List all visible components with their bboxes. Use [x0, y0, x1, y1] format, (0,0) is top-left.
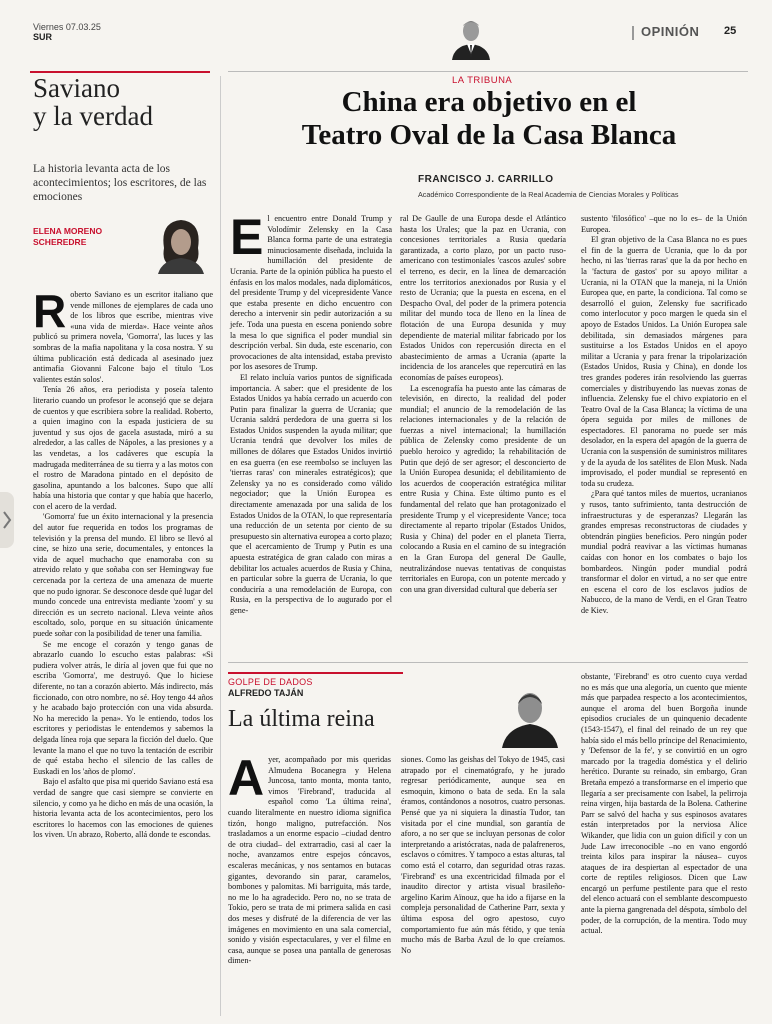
chevron-right-icon: [0, 492, 14, 548]
tribuna-col-3: sustento 'filosófico' –que no lo es– de la Unión Europea. El gran objetivo de la Casa Blanca no es pues el fin de la guerra de Ucrania, que lo da por hecho, ni las 'tierras raras' que la da por hecho en la 'factura de gastos' por su apoyo militar a Ucrania, ni la OTAN que la maneja, ni la Unión Europea que, en parte, la condiciona. Tal como se desarrolló el guion, Zelensky fue sacrificado como interlocutor y poco margen le queda sin el apoyo de Estados Unidos. La Unión Europea sale debilitada, sin demasiados márgenes para sustituirse a los Estados Unidos en el apoyo militar a Ucrania y para frenar la tripolarización (Estados Unidos, Rusia y China), en donde los tres grandes poderes irán resolviendo las guerras comerciales y distribuyendo las nuevas zonas de influencia. Zelensky fue el chivo expiatorio en el Teatro Oval de la Casa Blanca; la víctima de una ópera seguida por miles de millones de espectadores. El panorama no puede ser más desolador, en la espera del apagón de la guerra de Ucrania con la suspensión de suministros militares y de la ayuda de los satélites de Elon Musk. Nada improvisado, el poder mundial se representó en toda su crudeza. ¿Para qué tantos miles de muertos, ucranianos y rusos, tanto sufrimiento, tanta destrucción de infraestructuras y de esperanzas? Llegarán las grandes empresas reconstructoras de ciudades y obtendrán pingües beneficios. Pero ningún poder mundial podrá reavivar a las víctimas humanas caídas con honor en los combates o bajo los bombardeos. Ningún poder mundial podrá transformar el dolor en virtud, a no ser que entre en escena el coro de los esclavos judíos de Nabucco, de la mano de Verdi, en el Gran Teatro de Kiev.: [581, 214, 747, 615]
tribuna-col-2: ral De Gaulle de una Europa desde el Atlántico hasta los Urales; que la paz en Ucrania, con concesiones territoriales a Rusia quedaría garantizada, a corto plazo, por un pacto ruso-americano con testimoniales 'cascos azules' sobre el terreno, es decir, en la línea de demarcación entre los territorios anexionados por Rusia y el resto de Ucrania; que la puesta en escena, en el Despacho Oval, del poder de la primera potencia militar del mundo toca de lleno en la línea de flotación de una Europa desunida y muy dependiente de material militar fabricado por los Estados Unidos con repercusión directa en el abastecimiento de armas a Ucrania (aparte la incidencia de los aranceles que repercutirá en las economías de países europeos). La escenografía ha puesto ante las cámaras de televisión, en directo, la realidad del poder mundial; el anuncio de la remodelación de las relaciones internacionales y de la relación de fuerzas a nivel internacional; la humillación pública de Zelensky como presidente de un pueblo heroico y agredido; la rehabilitación de Putin que dejó de ser agresor; el desconcierto de la Unión Europea desunida; el debilitamiento de los acuerdos de cooperación estratégica militar entre Rusia y China. Este último punto es el fundamental del relato que han protagonizado el presidente Trump y el vicepresidente Vance; toca directamente al reparto tripolar (Estados Unidos, Rusia y China) del poder en el planeta Tierra, colocando a Rusia en el camino de su integración en la Gran Europa del general De Gaulle, neutralizándose nuevas tentativas de conquistas territoriales en Europa, con un potente mercado y con una gran diversidad cultural que debería ser: [400, 214, 566, 594]
header-portrait: [450, 14, 492, 60]
golpe-col-2: siones. Como las geishas del Tokyo de 1945, casi atrapado por el cinematógrafo, y he jurado regresar periódicamente, aunque sea en esmoquin, kimono o bata de seda. En la sala éramos, contándonos a nosotros, cuatro personas. Pensé que ya ni siquiera la dinastía Tudor, tan visitada por el cine mundial, son garantía de aforo, a no ser que se incluyan personas de color interpretando a aristócratas, nada de palafreneros, esclavos o cómitres. Y tampoco a estas alturas, tal como está el cotarro, dan seguridad otras razas. 'Firebrand' es una excentricidad filmada por el inaudito director y artista visual brasileño-argelino Karim Aïnouz, que ha ido a fijarse en la compleja personalidad de Catherine Parr, sexta y última esposa del ogro apestoso, cuyo comportamiento fue aún más fétido, y que tenía mucho más de Barba Azul de lo que creíamos. No: [401, 755, 565, 955]
tribuna-author-role: Académico Correspondiente de la Real Academia de Ciencias Morales y Políticas: [418, 190, 679, 199]
saviano-title: Saviano y la verdad: [33, 73, 153, 131]
golpe-kicker: GOLPE DE DADOS: [228, 677, 313, 687]
golpe-author-photo: [500, 682, 560, 748]
tribuna-kicker: LA TRIBUNA: [452, 75, 513, 86]
golpe-col-3: obstante, 'Firebrand' es otro cuento cuya verdad no es más que una alegoría, un cuento que miente más que parpadea respecto a los acontecimientos, aunque el aroma del buen Borgoña inunde episodios cruciales de un quinquenio decadente (1543-1547), el final del reinado de un rey que había sido el más bello príncipe del Renacimiento, y 'Defensor de la fe', y se convirtió en un ogro marcado por la tragedia doméstica y el delirio herético. Durante su reinado, sin embargo, Gran Bretaña empezó a transformarse en el imperio que llegaría a ser precisamente con Isabel, la pelirroja reina virgen, hija bastarda de la Bolena. Catherine Parr se salvó del hacha y sus espinosos avatares están interpretados por la nerviosa Alice Wikander, que lidia con un guion difícil y con un Jude Law irreconocible –no en vano engordó treinta kilos para inspirar la náusea– cuyos ataques de ira despiertan al espectador de una corte de reptiles religiosos. Dicen que Law encargó un perfume pestilente para que el resto del elenco actuará con el semblante descompuesto ante la pierna gangrenada del déspota, símbolo del poder, de la corrupción, de la mentira. Todo muy actual.: [581, 672, 747, 936]
section-label: OPINIÓN: [641, 24, 700, 39]
tribuna-dropcap: E: [230, 209, 264, 265]
saviano-body: Roberto Saviano es un escritor italiano que vende millones de ejemplares de cada uno de los libros que escribe, mientras vive «una vida de mierda». Hace veinte años publicó su primera novela, 'Gomorra', las luces y las sombras de la mafia napolitana y la cosa nostra. Y su última publicación está dedicada al asesinado juez antimafia Giovanni Falcone bajo el título 'Los valientes están solos'. Tenía 26 años, era periodista y poseía talento literario cuando un profesor le aconsejó que se dejara de cuentos y que escribiera sobre la realidad. Roberto, a quien imagino con la espada justiciera de su juventud y sus ojos de gacela asustada, miró a su alrededor, a las calles de Nápoles, a las presiones y a las vendetas, a los cadáveres que escupía la madrugada mediterránea de su tierra y a las motos con el rostro de Maradona pintado en el depósito de gasolina, apuntando a los balcones. Supo que allí había una historia que contar y que había que hacerlo, con el acero de la verdad. 'Gomorra' fue un éxito internacional y la presencia del autor fue requerida en todos los programas de televisión y la prensa del mundo. El libro se llevó al cine, se hizo una serie, documentales, y entonces la vida de aquel muchacho que enamoraba con su atrevido relato y que soñaba con ser Hemingway fue cercenada por la certeza de una amenaza de muerte que no pudo ignorar. Se desconoce desde qué lugar del mundo concede una entrevista mediante 'zoom' y su dirección es un secreto nacional. Lleva veinte años escoltado, solo, porque en su situación únicamente puede soñar con la posibilidad de tener una familia. Se me encoge el corazón y tengo ganas de abrazarlo cuando lo escucho estas palabras: «Si pudiera volver atrás, le diría al joven que fui que no escriba 'Gomorra', me destruyó. Que lo hiciese diferente, no tan a corazón abierto. Más indirecto, más ficcionado, con otro nombre, no sé. Hoy tengo 44 años y he acabado bajo protección con una vida absurda. No ha merecido la pena». Yo le entiendo, todos los escritores y periodistas le entendemos y sabemos la delgada línea roja que separa la ficción del duelo. Que levante la mano el que no tuvo la tentación de escribir de qué estaba hecho el silencio de las calles de Euskadi en los 'años de plomo'. Bajo el asfalto que pisa mi querido Saviano está esa verdad de sangre que casi siempre se convierte en silencio, y como ya he dicho en más de una ocasión, la historia levanta acta de los acontecimientos, pero los escritores lo hacemos con las emociones de quienes los viven. Un abrazo, Roberto, allá donde te escondas.: [33, 285, 213, 840]
header-date: Viernes 07.03.25: [33, 22, 101, 32]
saviano-author: ELENA MORENO SCHEREDRE: [33, 226, 103, 247]
page-turn-tab[interactable]: [0, 492, 14, 548]
header-paper: SUR: [33, 32, 53, 42]
golpe-col-1: Ayer, acompañado por mis queridas Almudena Bocanegra y Helena Juncosa, tanto monta, monta tanto, vimos 'Firebrand', traducida al español como 'La última reina', cuando literalmente en nuestro idioma significa tizón, hongo maligno, putrefacción. Nos trasladamos a un enorme espacio –ciudad dentro de otra ciudad– del extrarradio, casi al caer la noche, avanzamos entre espejos cóncavos, escaleras mecánicas, y nos sentamos en butacas gigantes, devorando sin parar, caramelos, bombones y palomitas. Mi barriguita, más tarde, no me lo ha agradecido. Pero no, no se trata de Tokio, pero se trata de mi primera salida en casi dos meses y disfruté de la diferencia de ver las imágenes en movimiento en una sala comercial, sonido y visión espectaculares, y ver el filme en casa, aunque se posea una pantalla de generosas dimen-: [228, 750, 391, 966]
tribuna-author: FRANCISCO J. CARRILLO: [418, 174, 554, 185]
golpe-title: La última reina: [228, 706, 375, 732]
tribuna-title: China era objetivo en el Teatro Oval de la Casa Blanca: [301, 86, 677, 151]
saviano-subtitle: La historia levanta acta de los acontecimientos; los escritores, de las emociones: [33, 163, 207, 203]
saviano-dropcap: R: [33, 285, 67, 337]
author-photo: [150, 214, 212, 274]
golpe-dropcap: A: [228, 750, 265, 806]
golpe-author: ALFREDO TAJÁN: [228, 688, 304, 698]
page-number: 25: [724, 25, 737, 37]
tribuna-col-1: El encuentro entre Donald Trump y Volodímir Zelensky en la Casa Blanca forma parte de una estrategia minuciosamente diseñada, incluida la humillación del presidente de Ucrania. Parte de la opinión pública ha puesto el énfasis en los malos modales, nada diplomáticos, del presidente Trump y del vicepresidente Vance que estaba presente en dicho encuentro con derecho a intervenir sin pedir autorización a su jefe. Toda una puesta en escena poniendo sobre la mesa lo que significa el poder mundial sin descripción verbal. Sin duda, este escenario, con provocaciones de alta intensidad, estaba previsto por los asesores de Trump. El relato incluía varios puntos de significada importancia. A saber: que el presidente de los Estados Unidos ya había cerrado un acuerdo con Putin para finalizar la guerra de Ucrania; que Ucrania saldrá perdedora de una guerra si los Estados Unidos suspenden la ayuda militar; que Ucrania tendrá que devolver los miles de millones de dólares que Estados Unidos invirtió en esa guerra (en ese reembolso se incluyen las 'tierras raras' con minerales estratégicos); que Zelensky ya no es considerado como válido negociador; que la Unión Europea es directamente amenazada por una salida de los Estados Unidos de la OTAN, lo que representaría una reducción de un setenta por ciento de su presupuesto sin alternativa europea a corto plazo; que el acercamiento de Trump y Putin es una apuesta estratégica de gran calado con miras a debilitar los actuales acuerdos de Rusia y China, en particular sobre la guerra de Ucrania, lo que conduciría a una remodelación de Europa, con Rusia, en la perspectiva de lo augurado por el gene-: [230, 209, 392, 615]
